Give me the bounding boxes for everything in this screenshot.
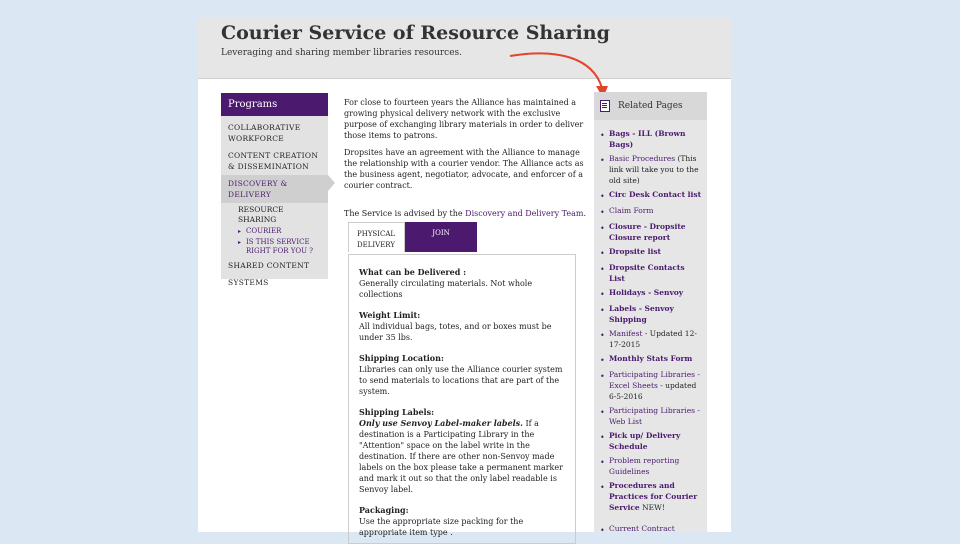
- programs-nav: [221, 116, 328, 291]
- section-heading: Weight Limit:: [359, 310, 421, 320]
- bullet-icon: •: [600, 192, 605, 201]
- bullet-icon: •: [600, 224, 605, 233]
- related-link[interactable]: Claim Form: [609, 206, 654, 215]
- bullet-icon: •: [600, 408, 605, 417]
- bullet-icon: •: [600, 265, 605, 274]
- programs-sidebar: [221, 93, 328, 287]
- sidebar-item-discovery-delivery[interactable]: DISCOVERY & DELIVERY: [221, 175, 328, 203]
- related-link[interactable]: Dropsite list: [609, 247, 662, 256]
- section-text: Use the appropriate size packing for the appropriate item type .: [359, 517, 524, 537]
- related-pages-header: [594, 92, 707, 120]
- related-link[interactable]: Manifest: [609, 329, 643, 338]
- list-item: [600, 369, 703, 402]
- site-title: Courier Service of Resource Sharing: [221, 22, 610, 44]
- section-what-can-be-delivered: [359, 267, 565, 300]
- list-item: [600, 153, 703, 186]
- tab-join[interactable]: JOIN: [405, 222, 477, 252]
- bullet-icon: •: [600, 249, 605, 258]
- list-item: [600, 430, 703, 452]
- section-heading: Shipping Labels:: [359, 407, 435, 417]
- related-link[interactable]: Circ Desk Contact list: [609, 190, 702, 199]
- triangle-right-icon: ▸: [238, 228, 242, 235]
- list-item: [600, 480, 703, 513]
- section-heading: Packaging:: [359, 505, 409, 515]
- sidebar-item-courier[interactable]: [221, 226, 328, 237]
- related-link[interactable]: Closure - Dropsite Closure report: [609, 222, 686, 242]
- related-link[interactable]: Procedures and Practices for Courier Service: [609, 481, 698, 512]
- list-item: [600, 221, 703, 243]
- list-item: [600, 205, 703, 218]
- section-text: Generally circulating materials. Not whole collections: [359, 279, 533, 299]
- site-tagline: Leveraging and sharing member libraries resources.: [221, 48, 463, 58]
- list-item: [600, 523, 703, 536]
- service-tabs: [348, 222, 477, 252]
- intro-paragraph: For close to fourteen years the Alliance has maintained a growing physical delivery network with the exclusive purpose of exchanging library materials in order to deliver those items to patrons.: [344, 98, 584, 140]
- related-link[interactable]: Participating Libraries - Web List: [609, 406, 700, 426]
- bullet-icon: •: [600, 433, 605, 442]
- related-pages-panel: [594, 92, 707, 535]
- advised-by-line: [344, 209, 586, 218]
- bullet-icon: •: [600, 208, 605, 217]
- bullet-icon: •: [600, 331, 605, 340]
- section-packaging: [359, 505, 565, 538]
- related-note: - updated 6-5-2016: [609, 381, 697, 401]
- list-item: [600, 405, 703, 427]
- main-content: [344, 97, 584, 197]
- related-link[interactable]: Current Contract: [609, 524, 675, 533]
- list-item: [600, 287, 703, 300]
- list-item: [600, 246, 703, 259]
- bullet-icon: •: [600, 306, 605, 315]
- bullet-icon: •: [600, 372, 605, 381]
- tab-physical-delivery[interactable]: PHYSICAL DELIVERY: [348, 222, 405, 252]
- section-heading: What can be Delivered :: [359, 267, 467, 277]
- related-link[interactable]: Participating Libraries - Excel Sheets: [609, 370, 700, 390]
- section-text-rest: If a destination is a Participating Library in the "Attention" space on the label write in the destination. If there are other non-Senvoy made labels on the box please take a permanent marker and mark it out so that the only label readable is Senvoy label.: [359, 419, 563, 494]
- section-text: [359, 418, 565, 495]
- related-link[interactable]: Holidays - Senvoy: [609, 288, 684, 297]
- list-item: [600, 455, 703, 477]
- bullet-icon: •: [600, 458, 605, 467]
- bullet-icon: •: [600, 156, 605, 165]
- list-item: [600, 189, 703, 202]
- sidebar-heading: Programs: [221, 93, 328, 116]
- related-link[interactable]: Problem reporting Guidelines: [609, 456, 680, 476]
- sidebar-item-systems[interactable]: SYSTEMS: [228, 278, 269, 287]
- sidebar-item-content-creation[interactable]: CONTENT CREATION & DISSEMINATION: [228, 151, 319, 171]
- triangle-right-icon: ▸: [238, 239, 242, 246]
- sidebar-item-label: COURIER: [246, 227, 282, 235]
- list-item: [600, 353, 703, 366]
- related-pages-title: Related Pages: [618, 101, 683, 111]
- sidebar-item-is-this-service-right[interactable]: [221, 237, 328, 257]
- section-text: All individual bags, totes, and or boxes must be under 35 lbs.: [359, 322, 552, 342]
- senvoy-label-emphasis: Only use Senvoy Label-maker labels.: [359, 418, 523, 428]
- list-item: [600, 262, 703, 284]
- related-link[interactable]: Pick up/ Delivery Schedule: [609, 431, 681, 451]
- bullet-icon: •: [600, 356, 605, 365]
- related-link[interactable]: Monthly Stats Form: [609, 354, 693, 363]
- bullet-icon: •: [600, 483, 605, 492]
- bullet-icon: •: [600, 290, 605, 299]
- related-note: - Updated 12-17-2015: [609, 329, 697, 349]
- sidebar-item-collaborative-workforce[interactable]: COLLABORATIVE WORKFORCE: [228, 123, 301, 143]
- section-shipping-labels: [359, 407, 565, 495]
- related-link[interactable]: Bags - ILL (Brown Bags): [609, 129, 686, 149]
- bullet-icon: •: [600, 131, 605, 140]
- list-item: [600, 328, 703, 350]
- sidebar-item-resource-sharing[interactable]: RESOURCE SHARING: [238, 205, 284, 224]
- related-link[interactable]: Labels - Senvoy Shipping: [609, 304, 674, 324]
- related-pages-list: [594, 120, 707, 536]
- related-link[interactable]: Dropsite Contacts List: [609, 263, 685, 283]
- section-shipping-location: [359, 353, 565, 397]
- screenshot-frame: [198, 18, 731, 537]
- related-link[interactable]: Basic Procedures: [609, 154, 676, 163]
- related-note: (This link will take you to the old site): [609, 154, 699, 185]
- sidebar-item-shared-content[interactable]: SHARED CONTENT: [228, 261, 310, 270]
- sidebar-item-label: IS THIS SERVICE RIGHT FOR YOU ?: [246, 238, 313, 255]
- dropsites-paragraph: Dropsites have an agreement with the Alliance to manage the relationship with a courier vendor. The Alliance acts as the business agent, negotiator, advocate, and enforcer of a courier contract.: [344, 148, 584, 190]
- related-note: NEW!: [639, 503, 665, 512]
- advised-prefix: The Service is advised by the: [344, 209, 466, 218]
- discovery-delivery-team-link[interactable]: Discovery and Delivery Team: [465, 209, 584, 218]
- section-heading: Shipping Location:: [359, 353, 444, 363]
- advised-suffix: .: [583, 209, 587, 218]
- document-icon: [600, 100, 610, 112]
- list-item: [600, 303, 703, 325]
- physical-delivery-panel: [348, 254, 576, 544]
- bullet-icon: •: [600, 526, 605, 535]
- list-item: [600, 128, 703, 150]
- section-text: Libraries can only use the Alliance courier system to send materials to locations that are part of the system.: [359, 365, 563, 396]
- section-weight-limit: [359, 310, 565, 343]
